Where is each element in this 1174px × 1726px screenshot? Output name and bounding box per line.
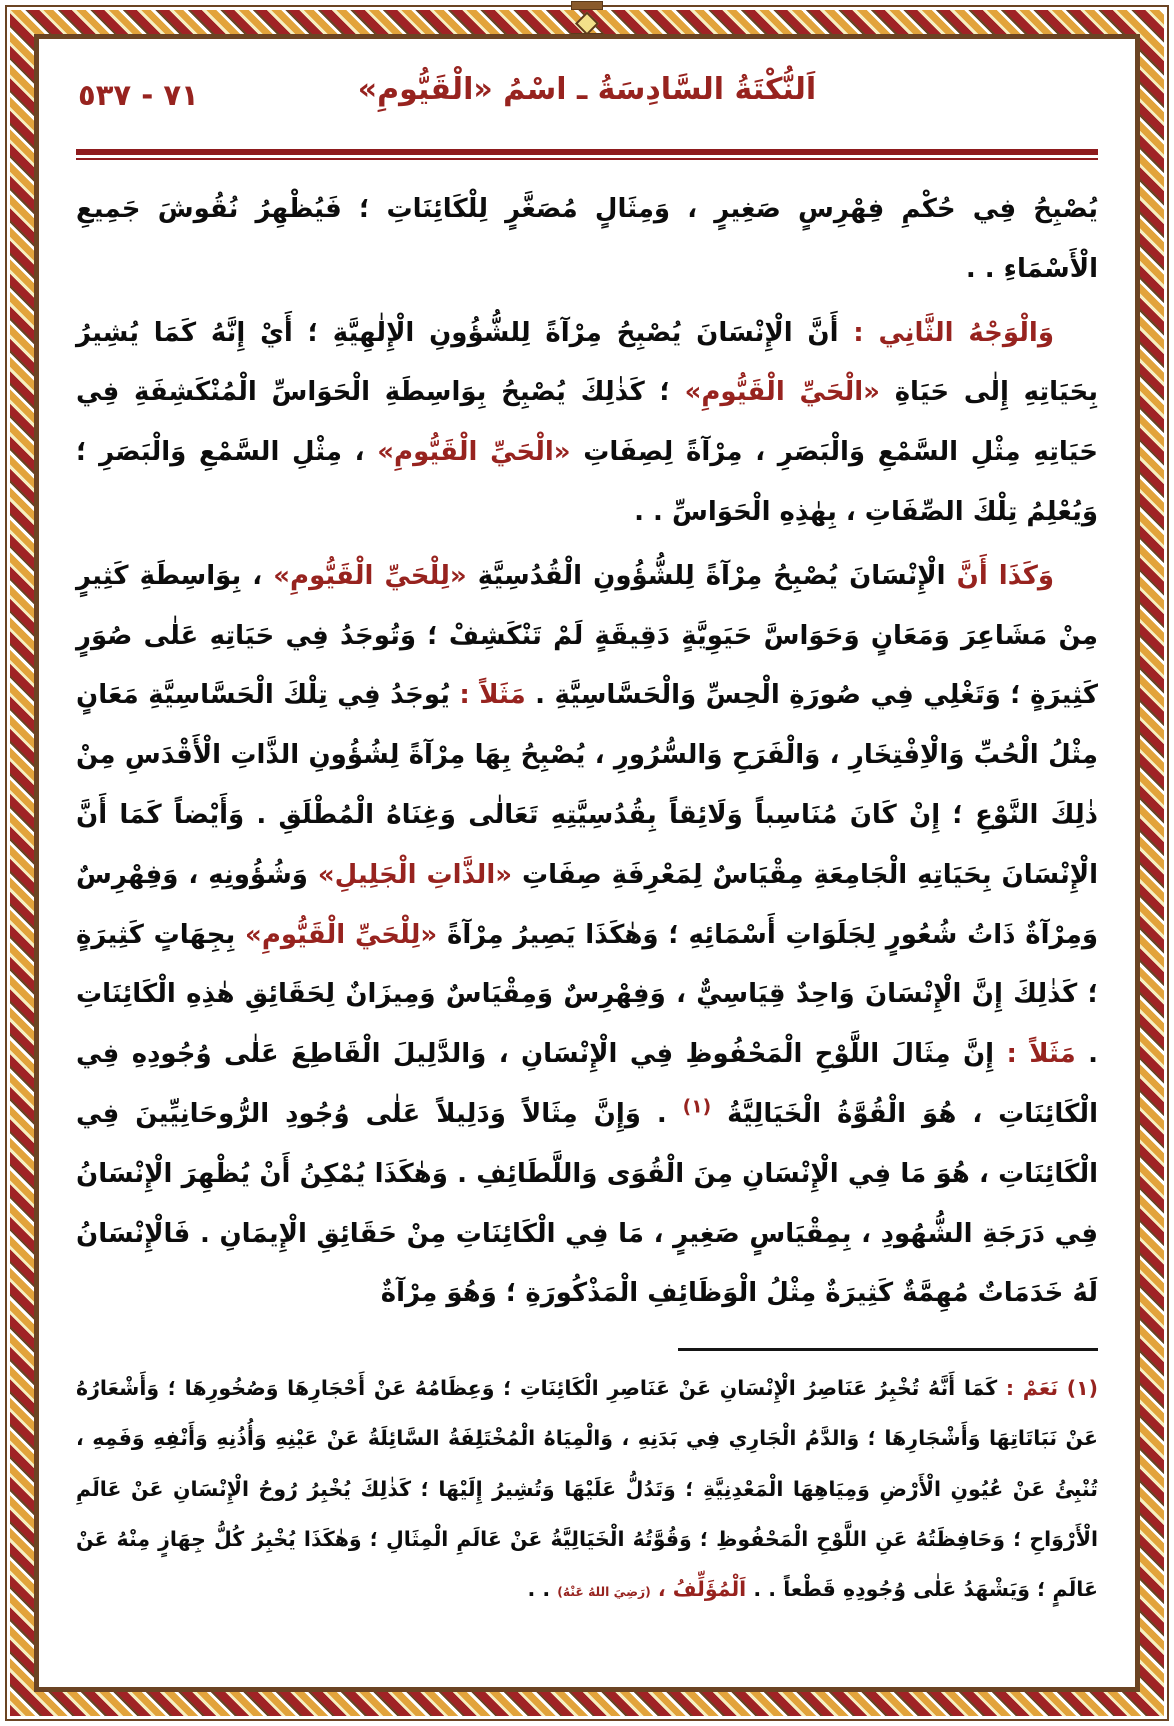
footnote-separator: [678, 1348, 1098, 1351]
text-segment: يُوجَدُ فِي تِلْكَ الْحَسَّاسِيَّةِ مَعَانٍ مِثْلُ الْحُبِّ وَالْاِفْتِخَارِ ، وَالْفَرَحِ وَالسُّرُورِ ، يُصْبِحُ بِهَا مِرْآةً لِشُؤُونِ الذَّاتِ الْأَقْدَسِ مِنْ ذٰلِكَ النَّوْعِ ؛ إِنْ كَانَ مُنَاسِباً وَلَائِقاً بِقُدُسِيَّتِهِ تَعَالٰى وَغِنَاهُ الْمُطْلَقِ . وَأَيْضاً كَمَا أَنَّ الْإِنْسَانَ بِحَيَاتِهِ الْجَامِعَةِ مِقْيَاسٌ لِمَعْرِفَةِ صِفَاتِ: [76, 680, 1098, 890]
paragraph-3: [76, 547, 1098, 1324]
footnote-marker: (١) نَعَمْ :: [997, 1376, 1099, 1401]
page-header: [76, 70, 1098, 136]
text-segment-highlight: «لِلْحَيِّ الْقَيُّومِ»: [273, 560, 467, 591]
text-segment-highlight: «الذَّاتِ الْجَلِيلِ»: [317, 859, 513, 890]
text-segment: إِنَّ مِثَالَ اللَّوْحِ الْمَحْفُوظِ فِي الْإِنْسَانِ ، وَالدَّلِيلَ الْقَاطِعَ عَلٰى وُجُودِهِ فِي الْكَائِنَاتِ ، هُوَ الْقُوَّةُ الْخَيَالِيَّةُ: [76, 1039, 1098, 1129]
text-segment: أَنَّ الْإِنْسَانَ يُصْبِحُ مِرْآةً لِلشُّؤُونِ الْإِلٰهِيَّةِ ؛ أَيْ إِنَّهُ كَمَا يُشِيرُ بِحَيَاتِهِ إِلٰى حَيَاةِ: [76, 317, 1099, 408]
text-segment: الْإِنْسَانَ يُصْبِحُ مِرْآةً لِلشُّؤُونِ الْقُدُسِيَّةِ: [466, 560, 946, 591]
text-segment-heading: وَالْوَجْهُ الثَّانِي :: [838, 317, 1054, 348]
text-segment-heading: وَكَذَا أَنَّ: [945, 560, 1055, 591]
page-number: ٧١ - ٥٣٧: [78, 78, 199, 112]
footnote-text: . .: [527, 1577, 558, 1602]
body-text: [76, 180, 1098, 1324]
footnote: [76, 1363, 1098, 1614]
footnote-reference: (١): [682, 1096, 712, 1118]
text-segment: يُصْبِحُ فِي حُكْمِ فِهْرِسٍ صَغِيرٍ ، وَمِثَالٍ مُصَغَّرٍ لِلْكَائِنَاتِ ؛ فَيُظْهِرُ نُقُوشَ جَمِيعِ الْأَسْمَاءِ . .: [76, 194, 1098, 284]
text-segment-example-label: مَثَلاً :: [994, 1039, 1076, 1070]
text-segment: ، مِثْلِ السَّمْعِ وَالْبَصَرِ ؛ وَيُعْلِمُ تِلْكَ الصِّفَاتِ ، بِهٰذِهِ الْحَوَاسِّ . .: [76, 437, 1098, 527]
text-segment-highlight: «لِلْحَيِّ الْقَيُّومِ»: [245, 919, 438, 950]
footnote-author-label: اَلْمُؤَلِّفُ ،: [650, 1577, 747, 1602]
paragraph-1: [76, 180, 1098, 300]
page-title: اَلنُّكْتَةُ السَّادِسَةُ ـ اسْمُ «الْقَيُّومِ»: [357, 72, 817, 107]
top-ornament-tab: [571, 1, 603, 10]
text-segment: . وَإِنَّ مِثَالاً وَدَلِيلاً عَلٰى وُجُودِ الرُّوحَانِيِّينَ فِي الْكَائِنَاتِ ، هُوَ مَا فِي الْإِنْسَانِ مِنَ الْقُوَى وَاللَّطَائِفِ . وَهٰكَذَا يُمْكِنُ أَنْ يُظْهِرَ الْإِنْسَانُ فِي دَرَجَةِ الشُّهُودِ ، بِمِقْيَاسٍ صَغِيرٍ ، مَا فِي الْكَائِنَاتِ مِنْ حَقَائِقِ الْإِيمَانِ . فَالْإِنْسَانُ لَهُ خَدَمَاتٌ مُهِمَّةٌ كَثِيرَةٌ مِثْلُ الْوَظَائِفِ الْمَذْكُورَةِ ؛ وَهُوَ مِرْآةٌ: [76, 1098, 1098, 1309]
page-content: [40, 40, 1134, 1686]
author-seal: (رَضِيَ اللهُ عَنْهُ): [557, 1585, 651, 1600]
text-segment-highlight: «الْحَيِّ الْقَيُّومِ»: [377, 437, 571, 468]
text-segment: وَشُؤُونِهِ ، وَفِهْرِسٌ وَمِرْآةٌ ذَاتُ شُعُورٍ لِجَلَوَاتِ أَسْمَائِهِ ؛ وَهٰكَذَا يَصِيرُ مِرْآةً: [76, 859, 1098, 950]
text-segment: ، بِوَاسِطَةِ كَثِيرٍ مِنْ مَشَاعِرَ وَمَعَانٍ وَحَوَاسَّ حَيَوِيَّةٍ دَقِيقَةٍ لَمْ تَنْكَشِفْ ؛ وَتُوجَدُ فِي حَيَاتِهِ عَلٰى صُوَرٍ كَثِيرَةٍ ؛ وَتَغْلِي فِي صُورَةِ الْحِسِّ وَالْحَسَّاسِيَّةِ .: [76, 560, 1098, 711]
text-segment: بِجِهَاتٍ كَثِيرَةٍ ؛ كَذٰلِكَ إِنَّ الْإِنْسَانَ وَاحِدٌ قِيَاسِيٌّ ، وَفِهْرِسٌ وَمِقْيَاسٌ وَمِيزَانٌ لِحَقَائِقِ هٰذِهِ الْكَائِنَاتِ .: [76, 919, 1098, 1070]
text-segment: ؛ كَذٰلِكَ يُصْبِحُ بِوَاسِطَةِ الْحَوَاسِّ الْمُنْكَشِفَةِ فِي حَيَاتِهِ مِثْلِ السَّمْعِ وَالْبَصَرِ ، مِرْآةً لِصِفَاتِ: [76, 377, 1098, 468]
header-double-rule: [76, 149, 1098, 160]
text-segment-example-label: مَثَلاً :: [449, 680, 526, 711]
paragraph-2: [76, 304, 1098, 543]
footnote-text: كَمَا أَنَّهُ تُخْبِرُ عَنَاصِرُ الْإِنْسَانِ عَنْ عَنَاصِرِ الْكَائِنَاتِ ؛ وَعِظَامُهُ عَنْ أَحْجَارِهَا وَصُخُورِهَا ؛ وَأَشْعَارُهُ عَنْ نَبَاتَاتِهَا وَأَشْجَارِهَا ؛ وَالدَّمُ الْجَارِي فِي بَدَنِهِ ، وَالْمِيَاهُ الْمُخْتَلِفَةُ السَّائِلَةُ عَنْ عَيْنِهِ وَأُذُنِهِ وَأَنْفِهِ وَفَمِهِ ، تُنْبِئُ عَنْ عُيُونِ الْأَرْضِ وَمِيَاهِهَا الْمَعْدِنِيَّةِ ؛ وَتَدُلُّ عَلَيْهَا وَتُشِيرُ إِلَيْهَا ؛ كَذٰلِكَ يُخْبِرُ رُوحُ الْإِنْسَانِ عَنْ عَالَمِ الْأَرْوَاحِ ؛ وَحَافِظَتُهُ عَنِ اللَّوْحِ الْمَحْفُوظِ ؛ وَقُوَّتُهُ الْخَيَالِيَّةُ عَنْ عَالَمِ الْمِثَالِ ؛ وَهٰكَذَا يُخْبِرُ كُلُّ جِهَازٍ مِنْهُ عَنْ عَالَمٍ ؛ وَيَشْهَدُ عَلٰى وُجُودِهِ قَطْعاً . .: [76, 1376, 1098, 1602]
text-segment-highlight: «الْحَيِّ الْقَيُّومِ»: [684, 377, 880, 408]
